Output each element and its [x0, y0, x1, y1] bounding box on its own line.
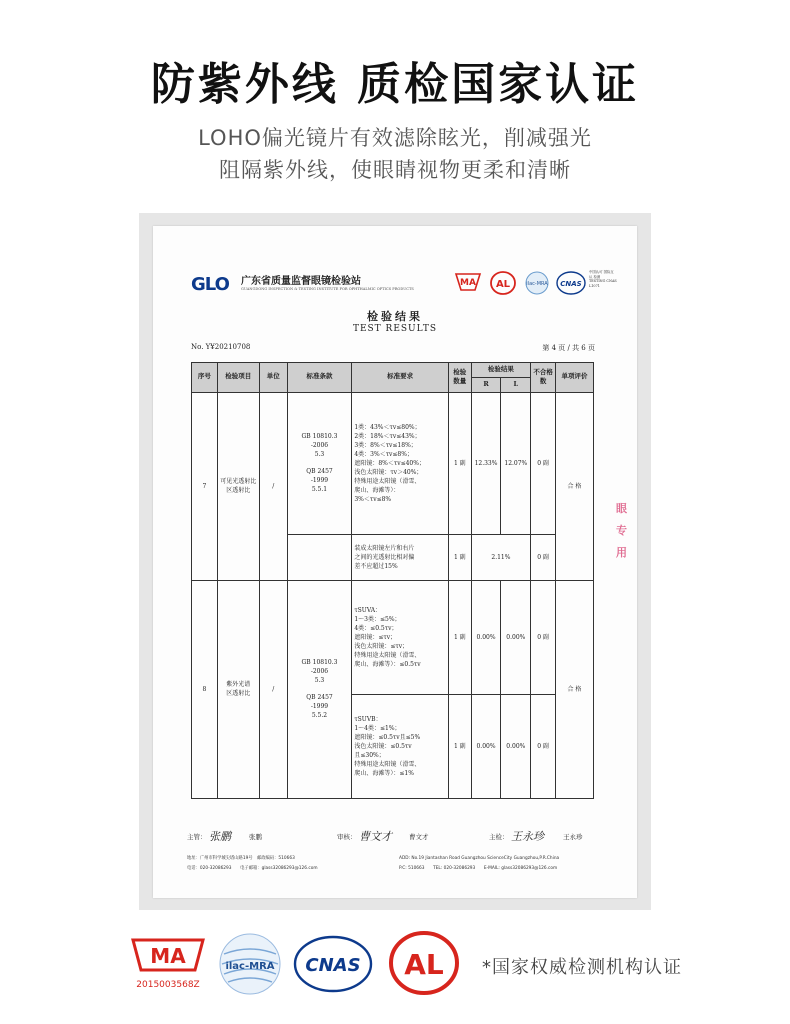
- row-eval: 合 格: [555, 580, 593, 798]
- row-item: [217, 392, 259, 580]
- req-line: 爬山、海滩等）：: [354, 486, 400, 494]
- clause-line: GB 10810.3: [301, 433, 338, 440]
- sub-requirement: [352, 694, 449, 798]
- cma-logo: [127, 936, 209, 992]
- col-r: R: [471, 377, 501, 392]
- req-line: 特殊用途太阳镜（滑雪、: [354, 651, 421, 659]
- row-qty: 1 副: [449, 580, 472, 694]
- row-unit: /: [259, 580, 287, 798]
- req-line: 浅色太阳镜：≤τv；: [354, 642, 409, 650]
- review-label: 审核：: [337, 833, 357, 841]
- row-item-line2: 区透射比: [226, 690, 251, 697]
- row-item: [217, 580, 259, 798]
- row-item-line1: 可见光透射比: [220, 478, 257, 485]
- document-number: No. Y¥20210708: [191, 343, 251, 351]
- row-result-l: 0.00%: [501, 580, 531, 694]
- col-l: L: [501, 377, 531, 392]
- row-clause-empty: [287, 534, 352, 580]
- address-block: [187, 854, 617, 874]
- certification-caption: *国家权威检测机构认证: [482, 957, 682, 978]
- mini-ilac-logo: [523, 270, 551, 296]
- req-line: 浅色太阳镜：τv＞40%；: [354, 468, 423, 476]
- sub-fail: 0 副: [531, 534, 556, 580]
- clause-line: -1999: [310, 477, 329, 484]
- row-fail: 0 副: [531, 580, 556, 694]
- table-row: [192, 392, 594, 534]
- sub-result-r: 0.00%: [471, 694, 501, 798]
- address-en-block: [399, 854, 559, 874]
- req-line: 4类：3%＜τv≤8%；: [354, 450, 413, 458]
- row-clause: [287, 580, 352, 798]
- row-result-r: 12.33%: [471, 392, 501, 534]
- row-unit: /: [259, 392, 287, 580]
- accreditation-mini-logos: [453, 268, 617, 298]
- req-line: 之间的光透射比相对偏: [354, 553, 415, 561]
- clause-line: QB 2457: [306, 468, 333, 475]
- sub-requirement: [352, 534, 449, 580]
- report-header: [191, 268, 617, 298]
- clause-line: 5.3: [314, 677, 325, 684]
- req-line: 3%＜τv≤8%: [354, 495, 392, 503]
- sub-result-l: 0.00%: [501, 694, 531, 798]
- check-signature: 王永珍: [511, 830, 544, 843]
- clause-line: -1999: [310, 703, 329, 710]
- clause-line: 5.5.2: [311, 712, 328, 719]
- address-cn: 地址：广州市科学城尖塔山路19号 邮政编码：510663: [187, 856, 295, 861]
- col-unit: 单位: [259, 363, 287, 393]
- review-name: 曹文才: [409, 833, 429, 841]
- clause-line: QB 2457: [306, 694, 333, 701]
- req-line: 1类：43%＜τv≤80%；: [354, 423, 421, 431]
- col-seq: 序号: [192, 363, 218, 393]
- red-seal-stamp: [616, 498, 642, 598]
- col-fail: 不合格数: [531, 363, 556, 393]
- table-header-row: [192, 363, 594, 378]
- glo-logo: [191, 274, 229, 295]
- row-requirement: [352, 580, 449, 694]
- stamp-char: 专: [616, 524, 627, 537]
- row-clause: [287, 392, 352, 534]
- req-line: 2类：18%＜τv≤43%；: [354, 432, 421, 440]
- req-line: 爬山、海滩等）：≤0.5τv: [354, 660, 421, 668]
- col-item: 检验项目: [217, 363, 259, 393]
- svg-text:MA: MA: [150, 944, 186, 968]
- req-line: 4类：≤0.5τv；: [354, 624, 398, 632]
- sub-result: 2.11%: [471, 534, 531, 580]
- req-line: 浅色太阳镜：≤0.5τv: [354, 742, 412, 750]
- ilac-mra-logo: [218, 932, 282, 996]
- subtitle-line-1: LOHO偏光镜片有效滤除眩光，削减强光: [198, 126, 592, 150]
- row-eval: 合 格: [555, 392, 593, 580]
- clause-line: 5.5.1: [311, 486, 328, 493]
- row-qty: 1 副: [449, 392, 472, 534]
- clause-line: -2006: [310, 668, 329, 675]
- row-result-l: 12.07%: [501, 392, 531, 534]
- req-line: 特殊用途太阳镜（滑雪、: [354, 760, 421, 768]
- tel-en: P.C: 510663 TEL: 020-32086293 E-MAIL: glass32086293@126.com: [399, 866, 558, 871]
- svg-text:AL: AL: [404, 948, 444, 981]
- clause-line: -2006: [310, 442, 329, 449]
- svg-text:MA: MA: [460, 278, 476, 288]
- svg-text:AL: AL: [495, 279, 511, 290]
- cnas-logo: [292, 934, 374, 994]
- row-seq: 7: [192, 392, 218, 580]
- mini-al-logo: [489, 270, 517, 296]
- main-label: 主管：: [187, 833, 207, 841]
- review-signature: 曹文才: [359, 830, 392, 843]
- row-seq: 8: [192, 580, 218, 798]
- org-name-en: GUANGDONG INSPECTION & TESTING INSTITUTE FOR OPHTHALMIC OPTICS PRODUCTS: [241, 287, 414, 291]
- col-requirement: 标准要求: [352, 363, 449, 393]
- sub-qty: 1 副: [449, 534, 472, 580]
- clause-line: 5.3: [314, 451, 325, 458]
- headline: 防紫外线 质检国家认证: [150, 59, 640, 110]
- check-name: 王永珍: [563, 833, 583, 841]
- sub-qty: 1 副: [449, 694, 472, 798]
- svg-text:2015003568Z: 2015003568Z: [136, 980, 200, 990]
- table-row: [192, 580, 594, 694]
- col-clause: 标准条款: [287, 363, 352, 393]
- main-signature: 张鹏: [209, 830, 231, 843]
- main-name: 张鹏: [249, 833, 262, 841]
- req-line: 遮阳镜：≤τv；: [354, 633, 397, 641]
- svg-text:ilac-MRA: ilac-MRA: [526, 281, 548, 287]
- results-title-en: TEST RESULTS: [352, 324, 438, 334]
- req-line: τSUVB：: [354, 715, 382, 723]
- req-line: 遮阳镜：8%＜τv≤40%；: [354, 459, 425, 467]
- row-requirement: [352, 392, 449, 534]
- req-line: 1～3类：≤5%；: [354, 615, 401, 623]
- glo-logo-text: GLO: [191, 274, 229, 295]
- col-eval: 单项评价: [555, 363, 593, 393]
- req-line: 遮阳镜：≤0.5τv且≤5%: [354, 733, 421, 741]
- tel-cn: 电话：020-32086293 电子邮箱：glass32086293@126.com: [187, 866, 318, 871]
- req-line: 且≤30%；: [354, 751, 385, 759]
- req-line: 3类：8%＜τv≤18%；: [354, 441, 417, 449]
- subtitle-line-2: 阻隔紫外线，使眼睛视物更柔和清晰: [219, 158, 571, 182]
- stamp-char: 用: [616, 546, 627, 559]
- mini-cnas-logo: [556, 270, 586, 296]
- req-line: 爬山、海滩等）：≤1%: [354, 769, 414, 777]
- col-qty: 检验数量: [449, 363, 472, 393]
- col-result: 检验结果: [471, 363, 531, 378]
- req-line: 1～4类：≤1%；: [354, 724, 401, 732]
- sub-fail: 0 副: [531, 694, 556, 798]
- svg-text:CNAS: CNAS: [560, 280, 582, 288]
- req-line: 差不应超过15%: [354, 562, 398, 570]
- results-title: 检验结果: [367, 310, 423, 323]
- test-report-document: [153, 226, 637, 898]
- req-line: τSUVA：: [354, 606, 382, 614]
- page-number: 第 4 页 / 共 6 页: [542, 344, 595, 352]
- row-result-r: 0.00%: [471, 580, 501, 694]
- address-en: ADD: No.19 Jiantashan Road Guangzhou ScienceCity Guangzhou,P.R.China: [399, 856, 560, 861]
- row-item-line2: 区透射比: [226, 487, 251, 494]
- clause-line: GB 10810.3: [301, 659, 338, 666]
- req-line: 特殊用途太阳镜（滑雪、: [354, 477, 421, 485]
- stamp-char: 眼: [616, 502, 627, 515]
- org-name: 广东省质量监督眼镜检验站: [241, 276, 361, 287]
- req-line: 装成太阳镜左片和右片: [354, 544, 415, 552]
- svg-text:CNAS: CNAS: [305, 955, 361, 976]
- svg-text:ilac-MRA: ilac-MRA: [225, 961, 275, 972]
- results-table: [191, 362, 594, 799]
- row-fail: 0 副: [531, 392, 556, 534]
- check-label: 主检：: [489, 833, 509, 841]
- cal-logo: [388, 930, 460, 996]
- mini-ma-logo: [453, 270, 483, 294]
- row-item-line1: 紫外光谱: [226, 681, 251, 688]
- mini-cnas-caption: 中国认可 国际互认 检测 TESTING CNAS L1071: [589, 270, 617, 288]
- signature-row: [187, 828, 617, 848]
